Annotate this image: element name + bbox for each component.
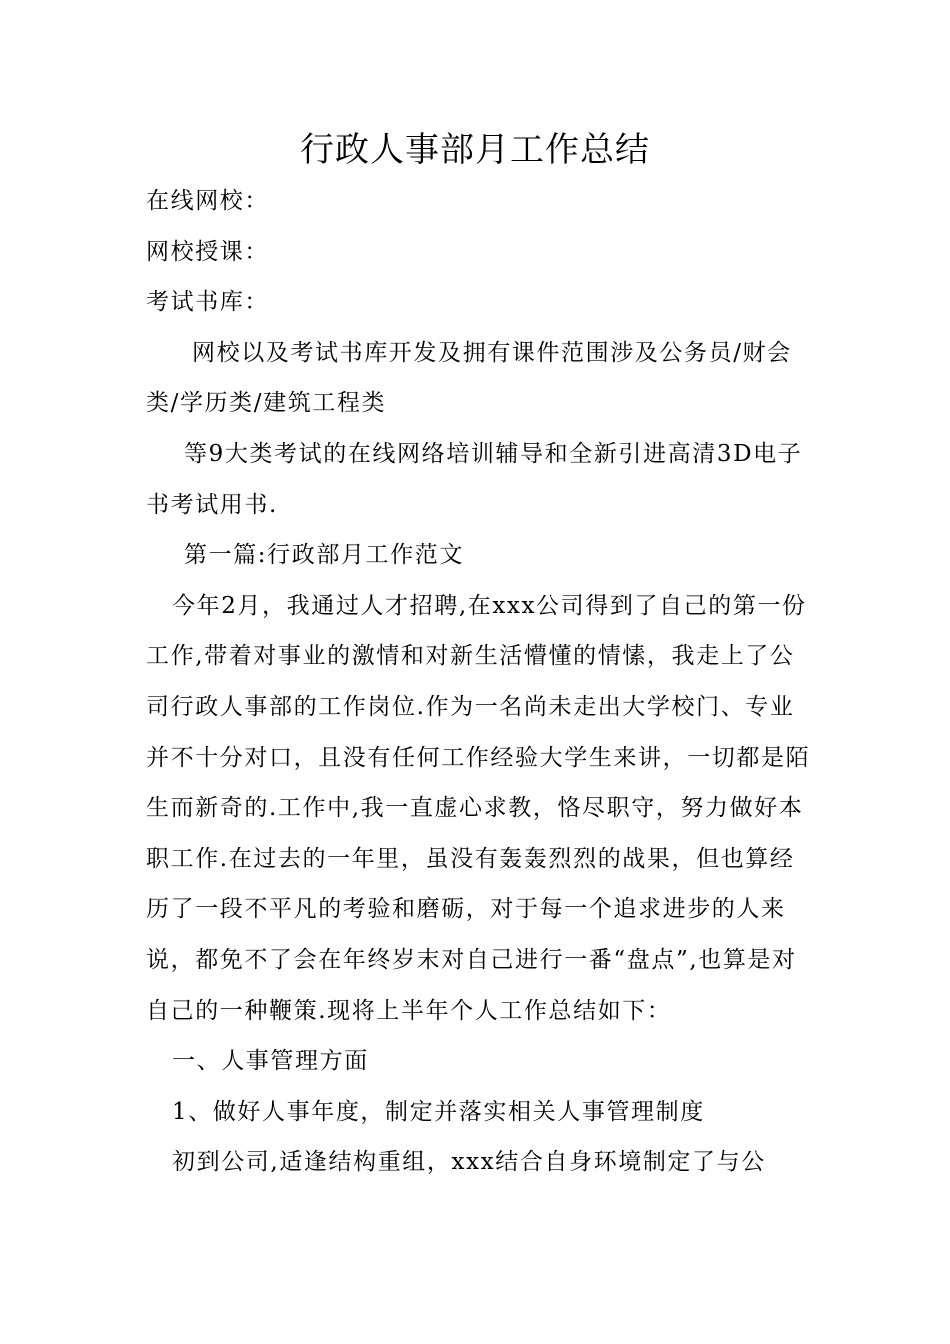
paragraph-introduction: 今年2月，我通过人才招聘,在xxx公司得到了自己的第一份工作,带着对事业的激情和对新生活懵懂的情愫，我走上了公司行政人事部的工作岗位.作为一名尚未走出大学校门、专业并不十分对口，且没有任何工作经验大学生来讲，一切都是陌生而新奇的.工作中,我一直虚心求教，恪尽职守，努力做好本职工作.在过去的一年里，虽没有轰轰烈烈的战果，但也算经历了一段不平凡的考验和磨砺，对于每一个追求进步的人来说，都免不了会在年终岁末对自己进行一番“盘点”,也算是对自己的一种鞭策.现将上半年个人工作总结如下： [146, 592, 811, 1024]
field-label-exam-library: 考试书库： [146, 289, 269, 316]
paragraph-restructuring: 初到公司,适逢结构重组，xxx结合自身环境制定了与公 [172, 1149, 766, 1176]
section-heading-hr-management: 一、人事管理方面 [172, 1048, 369, 1075]
paragraph-exam-categories: 等9大类考试的在线网络培训辅导和全新引进高清3D电子书考试用书. [146, 440, 803, 518]
section-heading-part-one: 第一篇:行政部月工作范文 [184, 542, 464, 569]
field-label-online-teaching: 网校授课： [146, 238, 269, 265]
paragraph-course-scope: 网校以及考试书库开发及拥有课件范围涉及公务员/财会类/学历类/建筑工程类 [146, 339, 792, 417]
document-title: 行政人事部月工作总结 [300, 130, 650, 170]
subsection-heading-hr-policy: 1、做好人事年度，制定并落实相关人事管理制度 [172, 1098, 705, 1125]
field-label-online-school: 在线网校： [146, 188, 269, 214]
document-body [146, 176, 812, 1188]
